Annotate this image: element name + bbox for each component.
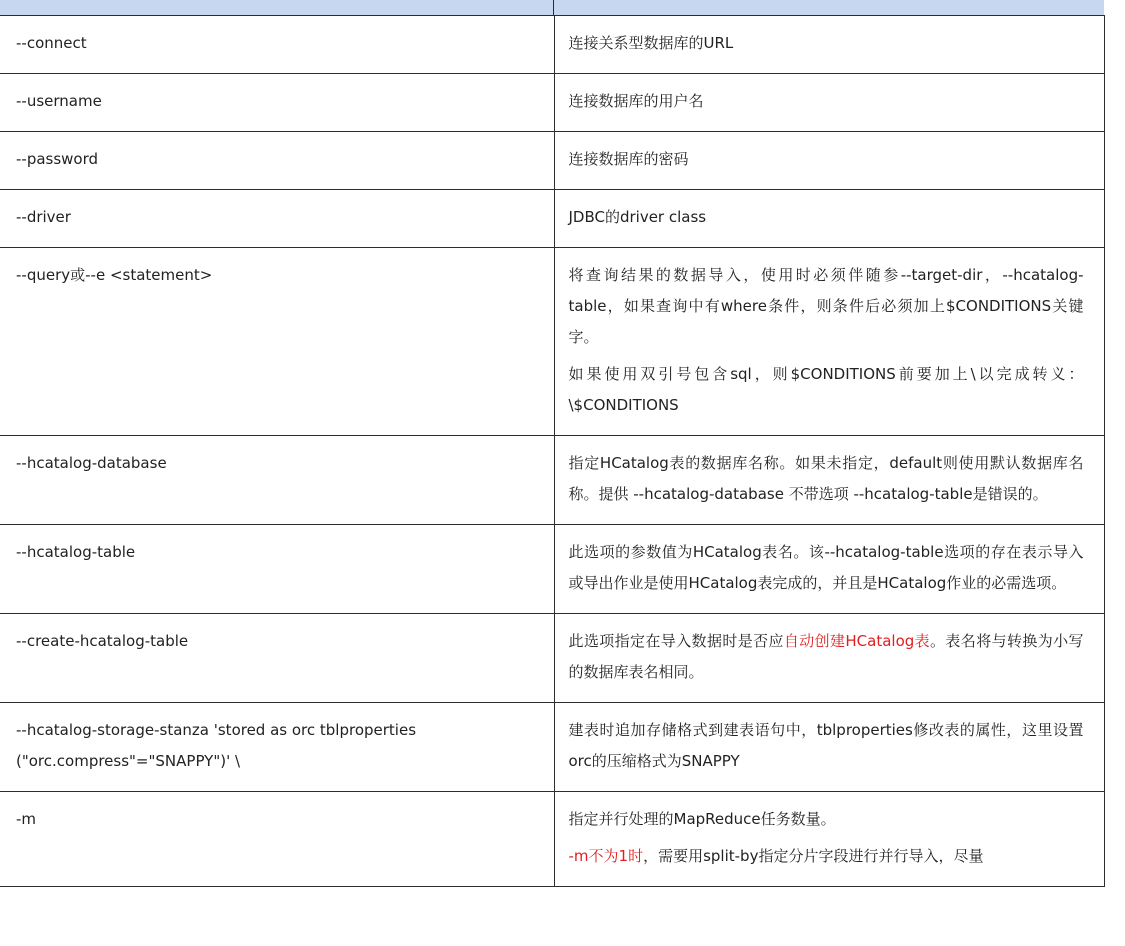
option-name-cell — [0, 792, 554, 887]
option-name: --driver — [16, 208, 71, 226]
option-name-cell — [0, 16, 554, 74]
option-name-cell — [0, 703, 554, 792]
description-paragraph — [569, 841, 1084, 872]
description-text: 连接关系型数据库的URL — [568, 34, 734, 52]
table-row — [0, 74, 1104, 132]
table-row — [0, 525, 1104, 614]
table-row — [0, 248, 1104, 436]
option-description-cell — [554, 132, 1104, 190]
table-row — [0, 190, 1104, 248]
option-description-cell — [554, 614, 1104, 703]
table-header-strip — [0, 0, 1104, 16]
option-name: --hcatalog-storage-stanza 'stored as orc tblproperties ("orc.compress"="SNAPPY")' \ — [16, 721, 421, 770]
description-text: 如果使用双引号包含sql，则$CONDITIONS前要加上\以完成转义：\$CONDITIONS — [568, 365, 1084, 414]
option-name: --hcatalog-table — [16, 543, 136, 561]
description-paragraph — [569, 144, 1084, 175]
option-name-cell — [0, 436, 554, 525]
description-text: JDBC的driver class — [568, 208, 707, 226]
description-paragraph — [569, 28, 1084, 59]
option-description-cell — [554, 16, 1104, 74]
table-row — [0, 436, 1104, 525]
parameter-table-body — [0, 16, 1104, 887]
highlighted-text: -m不为1时 — [568, 847, 644, 865]
highlighted-text: 自动创建HCatalog表 — [783, 632, 931, 650]
description-text: 连接数据库的用户名 — [568, 92, 704, 110]
column-divider — [553, 0, 554, 15]
description-paragraph — [569, 260, 1084, 353]
description-text: 此选项的参数值为HCatalog表名。该--hcatalog-table选项的存在表示导入或导出作业是使用HCatalog表完成的，并且是HCatalog作业的必需选项。 — [568, 543, 1084, 592]
table-row — [0, 132, 1104, 190]
option-description-cell — [554, 436, 1104, 525]
table-row — [0, 703, 1104, 792]
description-paragraph — [569, 537, 1084, 599]
option-name: --hcatalog-database — [16, 454, 167, 472]
option-name-cell — [0, 248, 554, 436]
description-paragraph — [569, 626, 1084, 688]
option-name-cell — [0, 132, 554, 190]
table-row — [0, 614, 1104, 703]
option-name-cell — [0, 190, 554, 248]
option-name: -m — [16, 810, 37, 828]
description-text: 连接数据库的密码 — [568, 150, 689, 168]
table-row — [0, 16, 1104, 74]
option-name: --connect — [16, 34, 87, 52]
parameter-table — [0, 15, 1105, 887]
table-row — [0, 792, 1104, 887]
description-paragraph — [569, 202, 1084, 233]
description-text: 指定HCatalog表的数据库名称。如果未指定，default则使用默认数据库名称。提供 --hcatalog-database 不带选项 --hcatalog-table是错误的。 — [568, 454, 1084, 503]
description-text: 指定并行处理的MapReduce任务数量。 — [568, 810, 836, 828]
option-name: --username — [16, 92, 102, 110]
option-name: --create-hcatalog-table — [16, 632, 189, 650]
description-text: 建表时追加存储格式到建表语句中，tblproperties修改表的属性，这里设置orc的压缩格式为SNAPPY — [568, 721, 1084, 770]
description-text: ，需要用split-by指定分片字段进行并行导入，尽量 — [643, 847, 984, 865]
option-description-cell — [554, 525, 1104, 614]
option-name-cell — [0, 525, 554, 614]
option-description-cell — [554, 248, 1104, 436]
option-description-cell — [554, 792, 1104, 887]
description-text: 。表名将与转换为小写的数据库表名相同。 — [568, 632, 1084, 681]
description-paragraph — [569, 804, 1084, 835]
option-name: --query或--e <statement> — [16, 266, 213, 284]
description-paragraph — [569, 448, 1084, 510]
option-description-cell — [554, 703, 1104, 792]
description-text: 此选项指定在导入数据时是否应 — [568, 632, 784, 650]
description-text: 将查询结果的数据导入，使用时必须伴随参--target-dir，--hcatalog-table，如果查询中有where条件，则条件后必须加上$CONDITIONS关键字。 — [568, 266, 1084, 346]
option-description-cell — [554, 74, 1104, 132]
option-name-cell — [0, 74, 554, 132]
option-name: --password — [16, 150, 99, 168]
description-paragraph — [569, 359, 1084, 421]
description-paragraph — [569, 86, 1084, 117]
description-paragraph — [569, 715, 1084, 777]
option-description-cell — [554, 190, 1104, 248]
option-name-cell — [0, 614, 554, 703]
